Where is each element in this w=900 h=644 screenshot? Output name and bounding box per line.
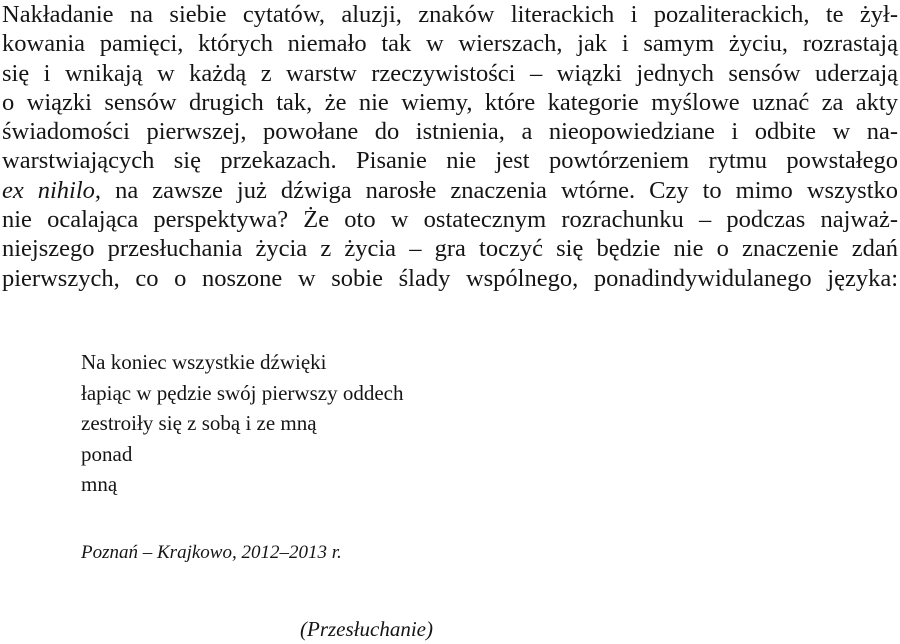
paragraph-line-with-italic [2, 176, 898, 205]
poem-line: łapiąc w pędzie swój pierwszy oddech [81, 380, 404, 405]
paragraph-line: warstwiających się przekazach. Pisanie nie jest powtórzeniem rytmu powstałego [2, 147, 898, 175]
paragraph-line: kowania pamięci, których niemało tak w wierszach, jak i samym życiu, rozrastają [2, 30, 898, 58]
poem-line: mną [81, 472, 118, 497]
source-title: (Przesłuchanie) [300, 617, 433, 641]
paragraph-line: się i wnikają w każdą z warstw rzeczywistości – wiązki jednych sensów uderzają [2, 59, 898, 87]
paragraph-line: Nakładanie na siebie cytatów, aluzji, znaków literackich i pozaliterackich, te żył- [2, 1, 898, 28]
main-paragraph [2, 0, 898, 293]
poem-quote [81, 347, 403, 500]
poem-line: Na koniec wszystkie dźwięki [81, 350, 327, 374]
paragraph-line: świadomości pierwszej, powołane do istnienia, a nieopowiedziane i odbite w na- [2, 118, 898, 146]
paragraph-line-rest: na zawsze już dźwiga narosłe znaczenia wtórne. Czy to mimo wszystko [101, 176, 899, 204]
paragraph-line: nie ocalająca perspektywa? Że oto w ostatecznym rozrachunku – podczas najważ- [2, 206, 898, 234]
place-and-date: Poznań – Krajkowo, 2012–2013 r. [81, 542, 342, 563]
paragraph-line: o wiązki sensów drugich tak, że nie wiemy, które kategorie myślowe uznać za akty [2, 88, 898, 116]
paragraph-line: pierwszych, co o noszone w sobie ślady wspólnego, ponadindywidulanego języka: [2, 264, 898, 292]
poem-line: zestroiły się z sobą i ze mną [81, 411, 317, 436]
poem-line: ponad [81, 441, 133, 466]
italic-phrase: ex nihilo, [2, 176, 102, 204]
paragraph-line: niejszego przesłuchania życia z życia – gra toczyć się będzie nie o znaczenie zdań [2, 235, 898, 263]
